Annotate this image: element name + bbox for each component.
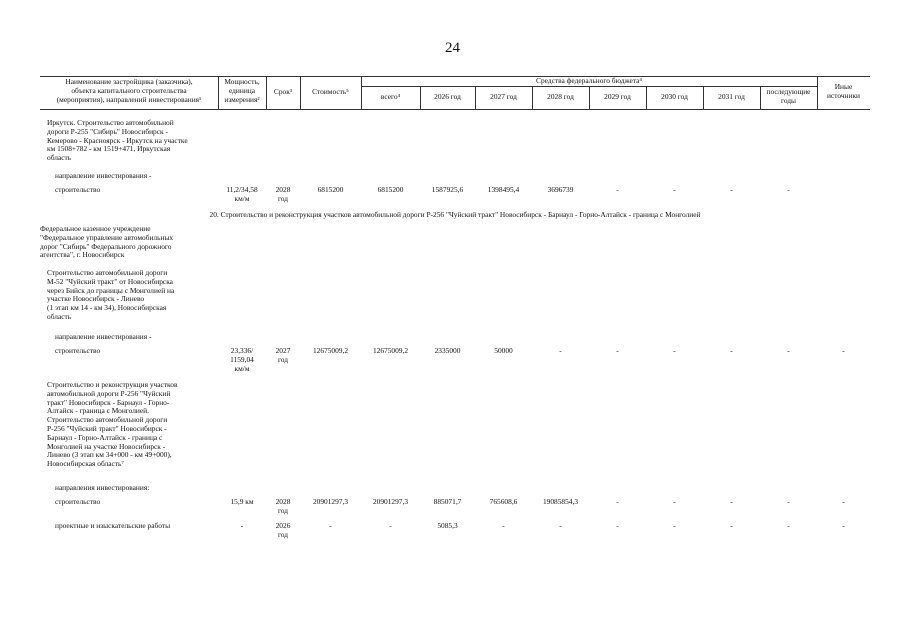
cell-2030: - <box>673 346 676 355</box>
direction-label: направление инвестирования - <box>55 332 152 341</box>
cell-2028: - <box>559 521 562 530</box>
cell-name: строительство <box>55 346 101 355</box>
cell-cost: 12675009,2 <box>312 346 349 355</box>
header-subsequent: последующие годы <box>766 87 811 105</box>
cell-name: строительство <box>55 497 101 506</box>
cell-total: 6815200 <box>377 185 404 194</box>
cell-capacity: 15,9 км <box>230 497 254 506</box>
header-term: Срок³ <box>273 87 293 96</box>
cell-2027: 50000 <box>494 346 513 355</box>
direction-label: направление инвестирования - <box>55 171 152 180</box>
object-description: Строительство и реконструкция участков автомобильной дороги Р-256 "Чуйский тракт" Новосибирск - Барнаул - Горно- Алтайск - граница с Монголией. Строительство автомобильной дороги Р-256 "Чуйский тракт" Новосибирск - Барнаул - Горно-Алтайск - граница с Монголией на участке Новосибирск - Линево (3 этап км 34+000 - км 49+000), Новосибирская область⁷ <box>47 380 178 469</box>
cell-2028: 19085854,3 <box>542 497 579 506</box>
object-description: Строительство автомобильной дороги М-52 "Чуйский тракт" от Новосибирска через Бийск до границы с Монголией на участке Новосибирск - Линево (1 этап км 14 - км 34), Новосибирская область <box>47 268 175 321</box>
cell-term: 2027 год <box>275 346 291 364</box>
cell-subsequent: - <box>787 185 790 194</box>
direction-label: направления инвестирования: <box>55 483 150 492</box>
header-year-2027: 2027 год <box>490 92 517 101</box>
header-total: всего⁴ <box>380 92 401 101</box>
cell-2026: 2335000 <box>434 346 461 355</box>
cell-other: - <box>842 346 845 355</box>
object-description: Иркутск. Строительство автомобильной дороги Р-255 "Сибирь" Новосибирск - Кемерово - Красноярск - Иркутск на участке км 1508+782 - км 1519+471, Иркутская область <box>47 118 188 163</box>
cell-cost: - <box>329 521 332 530</box>
header-year-2031: 2031 год <box>718 92 745 101</box>
cell-2031: - <box>730 497 733 506</box>
developer-name: Федеральное казенное учреждение "Федеральное управление автомобильных дорог "Сибирь" Федерального дорожного агентства", г. Новосибирск <box>40 224 174 260</box>
header-bottom-rule <box>40 109 870 110</box>
section-title: 20. Строительство и реконструкция участков автомобильной дороги Р-256 "Чуйский тракт" Новосибирск - Барнаул - Горно-Алтайск - граница с Монголией <box>209 210 701 219</box>
header-year-2030: 2030 год <box>661 92 688 101</box>
cell-term: 2028 год <box>275 497 291 515</box>
cell-subsequent: - <box>787 346 790 355</box>
cell-2027: 765608,6 <box>489 497 518 506</box>
cell-2030: - <box>673 497 676 506</box>
cell-total: 12675009,2 <box>372 346 409 355</box>
cell-capacity: 11,2/34,58 км/м <box>226 185 258 203</box>
cell-2031: - <box>730 185 733 194</box>
cell-2026: 1587925,6 <box>431 185 464 194</box>
cell-capacity: 23,336/ 1159,04 км/м <box>230 346 254 373</box>
cell-subsequent: - <box>787 521 790 530</box>
cell-term: 2028 год <box>275 185 291 203</box>
header-name: Наименование застройщика (заказчика), объекта капитального строительства (мероприятия), направлений инвестирования¹ <box>56 77 202 104</box>
header-other: Иные источники <box>826 82 861 100</box>
cell-total: 20901297,3 <box>372 497 409 506</box>
page-number: 24 <box>445 40 460 56</box>
cell-2027: 1398495,4 <box>487 185 520 194</box>
header-cost: Стоимость⁵ <box>312 87 349 96</box>
cell-2026: 5085,3 <box>437 521 458 530</box>
cell-term: 2026 год <box>275 521 291 539</box>
cell-capacity: - <box>240 521 244 530</box>
cell-2029: - <box>616 521 619 530</box>
header-year-2029: 2029 год <box>604 92 631 101</box>
header-federal-budget: Средства федерального бюджета⁴ <box>536 76 642 85</box>
cell-total: - <box>389 521 392 530</box>
cell-2028: - <box>559 346 562 355</box>
cell-2031: - <box>730 521 733 530</box>
cell-2028: 3696739 <box>547 185 574 194</box>
cell-2029: - <box>616 346 619 355</box>
cell-2031: - <box>730 346 733 355</box>
cell-2029: - <box>616 497 619 506</box>
header-capacity: Мощность, единица измерения² <box>224 77 260 104</box>
cell-2030: - <box>673 521 676 530</box>
cell-2026: 885071,7 <box>433 497 462 506</box>
cell-name: проектные и изыскательские работы <box>55 521 171 530</box>
cell-cost: 6815200 <box>317 185 344 194</box>
cell-subsequent: - <box>787 497 790 506</box>
cell-name: строительство <box>55 185 101 194</box>
cell-other: - <box>842 521 845 530</box>
cell-2029: - <box>616 185 619 194</box>
cell-other: - <box>842 497 845 506</box>
header-year-2028: 2028 год <box>547 92 574 101</box>
cell-2027: - <box>502 521 505 530</box>
cell-2030: - <box>673 185 676 194</box>
header-year-2026: 2026 год <box>434 92 461 101</box>
cell-cost: 20901297,3 <box>312 497 349 506</box>
